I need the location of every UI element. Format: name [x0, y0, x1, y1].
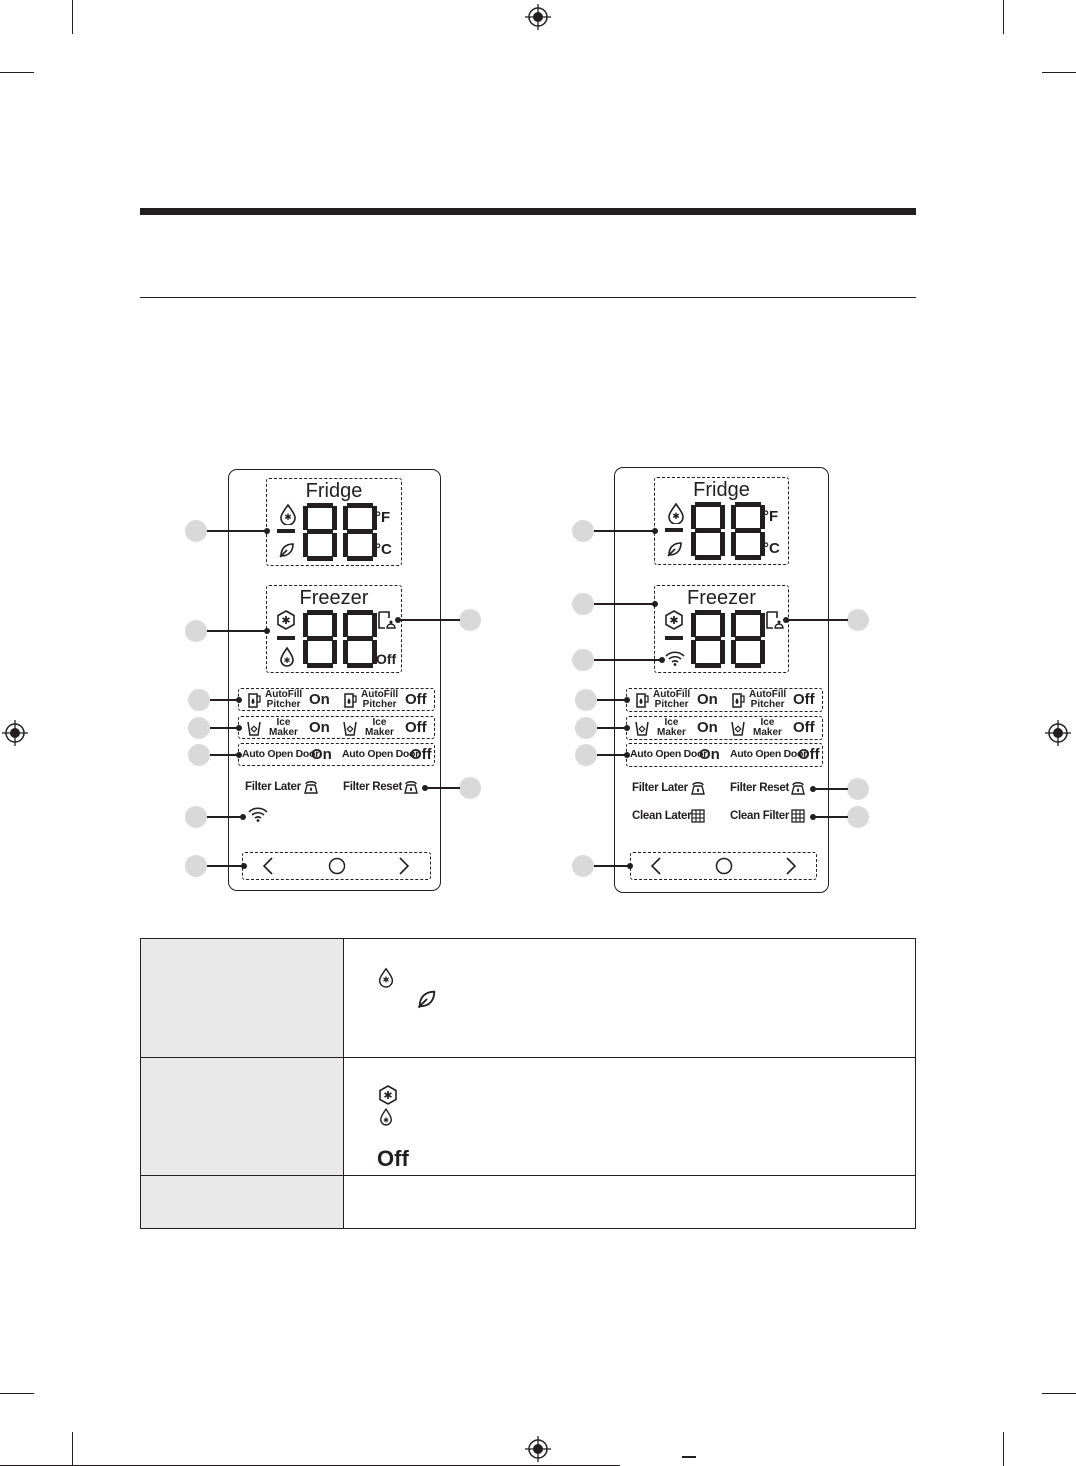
callout-end: [627, 863, 633, 869]
table-row: [141, 1058, 916, 1176]
filter-icon: [690, 780, 706, 796]
callout-line: [594, 603, 655, 605]
svg-text:✱: ✱: [383, 1116, 389, 1125]
callout-line: [207, 530, 267, 532]
autofill-label: AutoFill: [361, 689, 399, 700]
autofill-stack: [361, 690, 398, 710]
callout-marker: [847, 778, 869, 800]
leaf-icon: [416, 988, 438, 1010]
pitcher-label: Pitcher: [362, 699, 397, 710]
crop-mark: [0, 1393, 34, 1394]
drop-snowflake-icon: [277, 503, 299, 525]
callout-marker: [575, 689, 597, 711]
wifi-icon: [248, 806, 268, 822]
hex-snowflake-icon: [664, 610, 684, 630]
ice-maker-off: Off: [405, 719, 427, 736]
chevron-right-icon[interactable]: [397, 856, 411, 876]
fridge-title: Fridge: [693, 479, 750, 501]
section-rule-thick: [140, 208, 916, 215]
callout-marker: [459, 609, 481, 631]
table-label-cell: [141, 1058, 344, 1176]
circle-button-icon[interactable]: [715, 857, 733, 875]
autofill-on: On: [697, 691, 718, 708]
callout-marker: [459, 777, 481, 799]
callout-marker: [188, 689, 210, 711]
crop-mark: [1003, 0, 1004, 34]
fridge-display: [266, 478, 402, 566]
callout-line: [207, 630, 267, 632]
pitcher-icon: [635, 692, 649, 708]
svg-text:✱: ✱: [383, 1089, 393, 1102]
drop-snowflake-icon: [379, 1108, 393, 1126]
callout-line: [594, 865, 630, 867]
callout-end: [236, 697, 242, 703]
auto-open-door-off: Off: [410, 746, 432, 763]
ice-maker-stack: [657, 718, 686, 738]
auto-open-door-row: [626, 743, 823, 767]
ice-bucket-icon: [635, 720, 649, 736]
auto-open-door-label: Auto Open Door: [730, 748, 807, 760]
callout-line: [786, 619, 848, 621]
table-row: [141, 939, 916, 1058]
minus-segment: [277, 636, 295, 640]
registration-mark-icon: [1045, 720, 1071, 746]
section-rule-thin: [140, 297, 916, 298]
autofill-row: [238, 688, 435, 711]
callout-line: [210, 727, 239, 729]
freezer-title: Freezer: [299, 587, 369, 609]
door-alarm-icon: [376, 610, 396, 632]
callout-marker: [185, 620, 207, 642]
description-table: [140, 938, 916, 1229]
drop-snowflake-icon: [376, 966, 396, 988]
callout-end: [652, 601, 658, 607]
registration-mark-icon: [525, 1436, 551, 1462]
svg-text:✱: ✱: [672, 512, 680, 522]
callout-line: [813, 788, 848, 790]
ice-maker-on: On: [697, 719, 718, 736]
auto-open-door-row: [238, 743, 435, 766]
callout-marker: [575, 717, 597, 739]
crop-mark: [1003, 1432, 1004, 1466]
maker-label: Maker: [657, 727, 686, 738]
freezer-digits: [691, 610, 765, 668]
callout-end: [652, 528, 658, 534]
ice-label: Ice: [276, 717, 291, 728]
callout-marker: [185, 520, 207, 542]
circle-button-icon[interactable]: [328, 857, 346, 875]
callout-line: [207, 816, 243, 818]
filter-icon: [403, 779, 419, 795]
fridge-title: Fridge: [305, 480, 363, 502]
pitcher-label: Pitcher: [654, 699, 689, 710]
filter-later-label: Filter Later: [245, 781, 301, 793]
filter-later-label: Filter Later: [632, 782, 688, 794]
callout-end: [422, 785, 428, 791]
callout-end: [659, 657, 665, 663]
svg-text:✱: ✱: [669, 614, 679, 627]
ice-maker-row: [626, 716, 823, 740]
callout-line: [813, 816, 848, 818]
minus-segment: [665, 636, 683, 640]
callout-marker: [847, 806, 869, 828]
callout-end: [395, 617, 401, 623]
leaf-icon: [666, 540, 684, 558]
ice-maker-off: Off: [793, 719, 815, 736]
freezer-display: [654, 585, 789, 673]
callout-end: [240, 814, 246, 820]
callout-end: [810, 786, 816, 792]
pitcher-icon: [343, 692, 357, 708]
unit-fahrenheit: °F: [375, 509, 391, 526]
svg-text:✱: ✱: [283, 656, 291, 665]
filter-icon: [790, 780, 806, 796]
callout-line: [597, 754, 627, 756]
pitcher-icon: [731, 692, 745, 708]
autofill-stack: [265, 690, 302, 710]
callout-end: [264, 628, 270, 634]
hex-snowflake-icon: [276, 610, 296, 630]
callout-marker: [572, 593, 594, 615]
callout-line: [597, 699, 627, 701]
freezer-display: [266, 585, 402, 673]
callout-end: [264, 528, 270, 534]
ice-maker-row: [238, 716, 435, 739]
maker-label: Maker: [365, 727, 394, 738]
callout-end: [236, 725, 242, 731]
wifi-icon: [665, 650, 685, 666]
freezer-digits: [303, 610, 377, 668]
pitcher-icon: [247, 692, 261, 708]
callout-line: [425, 787, 460, 789]
callout-marker: [188, 744, 210, 766]
auto-open-door-on: On: [311, 746, 332, 763]
callout-line: [398, 619, 460, 621]
svg-text:✱: ✱: [281, 614, 291, 627]
filter-icon: [303, 779, 319, 795]
chevron-right-icon[interactable]: [784, 856, 798, 876]
ice-maker-on: On: [309, 719, 330, 736]
minus-segment: [665, 528, 683, 532]
pitcher-label: Pitcher: [750, 699, 785, 710]
callout-marker: [575, 744, 597, 766]
registration-mark-icon: [525, 4, 551, 30]
table-row: [141, 1176, 916, 1229]
autofill-stack: [653, 690, 690, 710]
ice-label: Ice: [372, 717, 387, 728]
auto-open-door-label: Auto Open Door: [342, 748, 419, 760]
crop-mark: [72, 1432, 73, 1466]
freezer-off: Off: [376, 651, 397, 667]
callout-marker: [572, 855, 594, 877]
svg-text:✱: ✱: [382, 974, 390, 985]
autofill-on: On: [309, 691, 330, 708]
fridge-digits: [691, 502, 765, 560]
freezer-title: Freezer: [687, 587, 756, 609]
ice-bucket-icon: [731, 720, 745, 736]
table-content-cell: [344, 1058, 916, 1176]
auto-open-door-off: Off: [798, 746, 820, 763]
callout-marker: [188, 717, 210, 739]
table-content-cell: [344, 1176, 916, 1229]
grid-filter-icon: [691, 809, 705, 823]
callout-marker: [572, 520, 594, 542]
maker-label: Maker: [753, 727, 782, 738]
ice-bucket-icon: [343, 720, 357, 736]
page-footer-mark: [682, 1456, 696, 1458]
freezer-off-label: Off: [377, 1146, 409, 1171]
callout-end: [236, 752, 242, 758]
pitcher-label: Pitcher: [266, 699, 301, 710]
clean-filter-label: Clean Filter: [730, 810, 790, 822]
auto-open-door-label: Auto Open Door: [630, 748, 707, 760]
crop-mark: [0, 72, 34, 73]
autofill-label: AutoFill: [653, 689, 691, 700]
ice-maker-stack: [753, 718, 782, 738]
grid-filter-icon: [791, 809, 805, 823]
autofill-stack: [749, 690, 786, 710]
navigation-row: [630, 852, 817, 880]
callout-line: [597, 727, 627, 729]
fridge-display: [654, 477, 789, 565]
auto-open-door-on: On: [699, 746, 720, 763]
callout-end: [624, 725, 630, 731]
drop-snowflake-icon: [279, 647, 295, 667]
callout-marker: [185, 806, 207, 828]
autofill-row: [626, 688, 823, 712]
callout-end: [241, 863, 247, 869]
filter-reset-label: Filter Reset: [343, 781, 403, 793]
registration-mark-icon: [2, 720, 28, 746]
unit-celsius: °C: [763, 540, 780, 557]
crop-mark: [1042, 1393, 1076, 1394]
chevron-left-icon[interactable]: [649, 856, 663, 876]
callout-line: [210, 754, 239, 756]
leaf-icon: [278, 541, 296, 559]
crop-mark: [1042, 72, 1076, 73]
ice-maker-stack: [269, 718, 298, 738]
callout-end: [624, 752, 630, 758]
callout-line: [594, 530, 655, 532]
ice-label: Ice: [760, 717, 775, 728]
callout-end: [810, 814, 816, 820]
crop-mark: [72, 0, 73, 34]
callout-marker: [847, 609, 869, 631]
navigation-row: [242, 852, 431, 880]
chevron-left-icon[interactable]: [261, 856, 275, 876]
filter-reset-label: Filter Reset: [730, 782, 790, 794]
callout-line: [207, 865, 244, 867]
table-label-cell: [141, 939, 344, 1058]
callout-end: [783, 617, 789, 623]
drop-snowflake-icon: [665, 502, 687, 524]
callout-end: [624, 697, 630, 703]
unit-fahrenheit: °F: [763, 508, 779, 525]
door-alarm-icon: [764, 610, 784, 632]
minus-segment: [277, 529, 295, 533]
hex-snowflake-icon: [378, 1085, 398, 1105]
callout-marker: [572, 649, 594, 671]
ice-bucket-icon: [247, 720, 261, 736]
fridge-digits: [303, 503, 377, 561]
table-label-cell: [141, 1176, 344, 1229]
svg-text:✱: ✱: [284, 513, 292, 523]
maker-label: Maker: [269, 727, 298, 738]
callout-marker: [185, 855, 207, 877]
ice-maker-stack: [365, 718, 394, 738]
ice-label: Ice: [664, 717, 679, 728]
autofill-off: Off: [405, 691, 427, 708]
autofill-label: AutoFill: [749, 689, 787, 700]
callout-line: [594, 659, 662, 661]
unit-celsius: °C: [375, 541, 392, 558]
auto-open-door-label: Auto Open Door: [242, 748, 319, 760]
clean-later-label: Clean Later: [632, 810, 692, 822]
table-content-cell: [344, 939, 916, 1058]
callout-line: [210, 699, 239, 701]
autofill-off: Off: [793, 691, 815, 708]
autofill-label: AutoFill: [265, 689, 303, 700]
